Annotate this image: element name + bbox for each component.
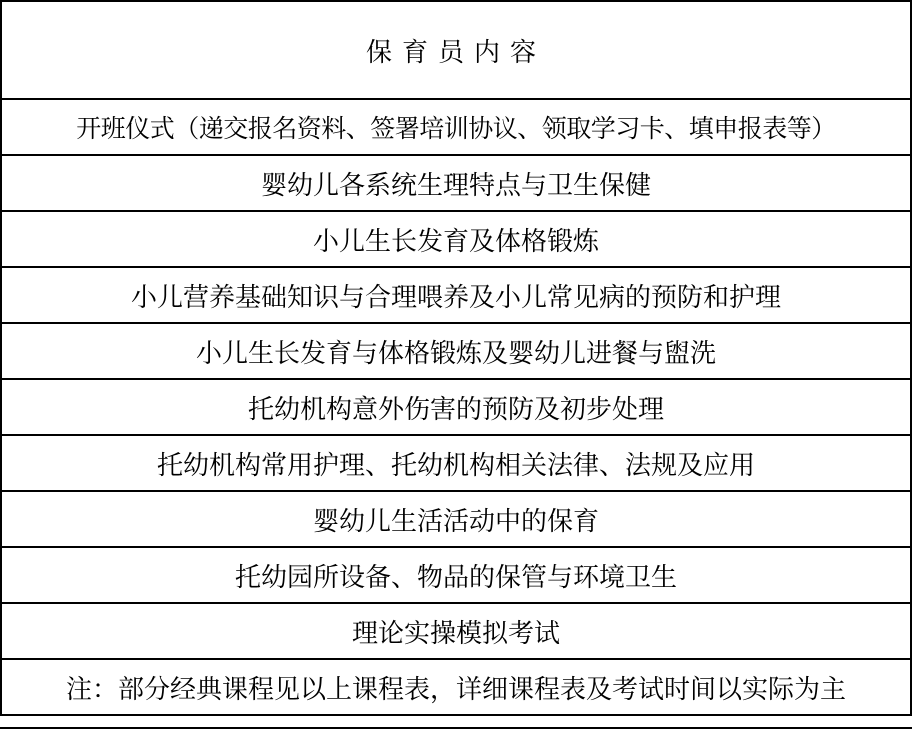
table-row [1,267,911,323]
note-row [1,659,911,715]
table-row [1,323,911,379]
course-item: 托幼机构常用护理、托幼机构相关法律、法规及应用 [1,435,911,491]
table-row [1,211,911,267]
table-row [1,491,911,547]
header-row [1,1,911,99]
course-item: 托幼机构意外伤害的预防及初步处理 [1,379,911,435]
course-item: 开班仪式（递交报名资料、签署培训协议、领取学习卡、填申报表等） [1,99,911,155]
course-item: 托幼园所设备、物品的保管与环境卫生 [1,547,911,603]
table-note: 注：部分经典课程见以上课程表，详细课程表及考试时间以实际为主 [1,659,911,715]
table-row [1,603,911,659]
bottom-border-line [0,727,912,732]
course-item: 婴幼儿各系统生理特点与卫生保健 [1,155,911,211]
course-item: 理论实操模拟考试 [1,603,911,659]
course-item: 小儿生长发育与体格锻炼及婴幼儿进餐与盥洗 [1,323,911,379]
course-item: 小儿生长发育及体格锻炼 [1,211,911,267]
table-row [1,99,911,155]
table-row [1,379,911,435]
table-row [1,435,911,491]
table-row [1,547,911,603]
table-row [1,155,911,211]
course-item: 婴幼儿生活活动中的保育 [1,491,911,547]
table-header: 保育员内容 [1,1,911,99]
course-item: 小儿营养基础知识与合理喂养及小儿常见病的预防和护理 [1,267,911,323]
